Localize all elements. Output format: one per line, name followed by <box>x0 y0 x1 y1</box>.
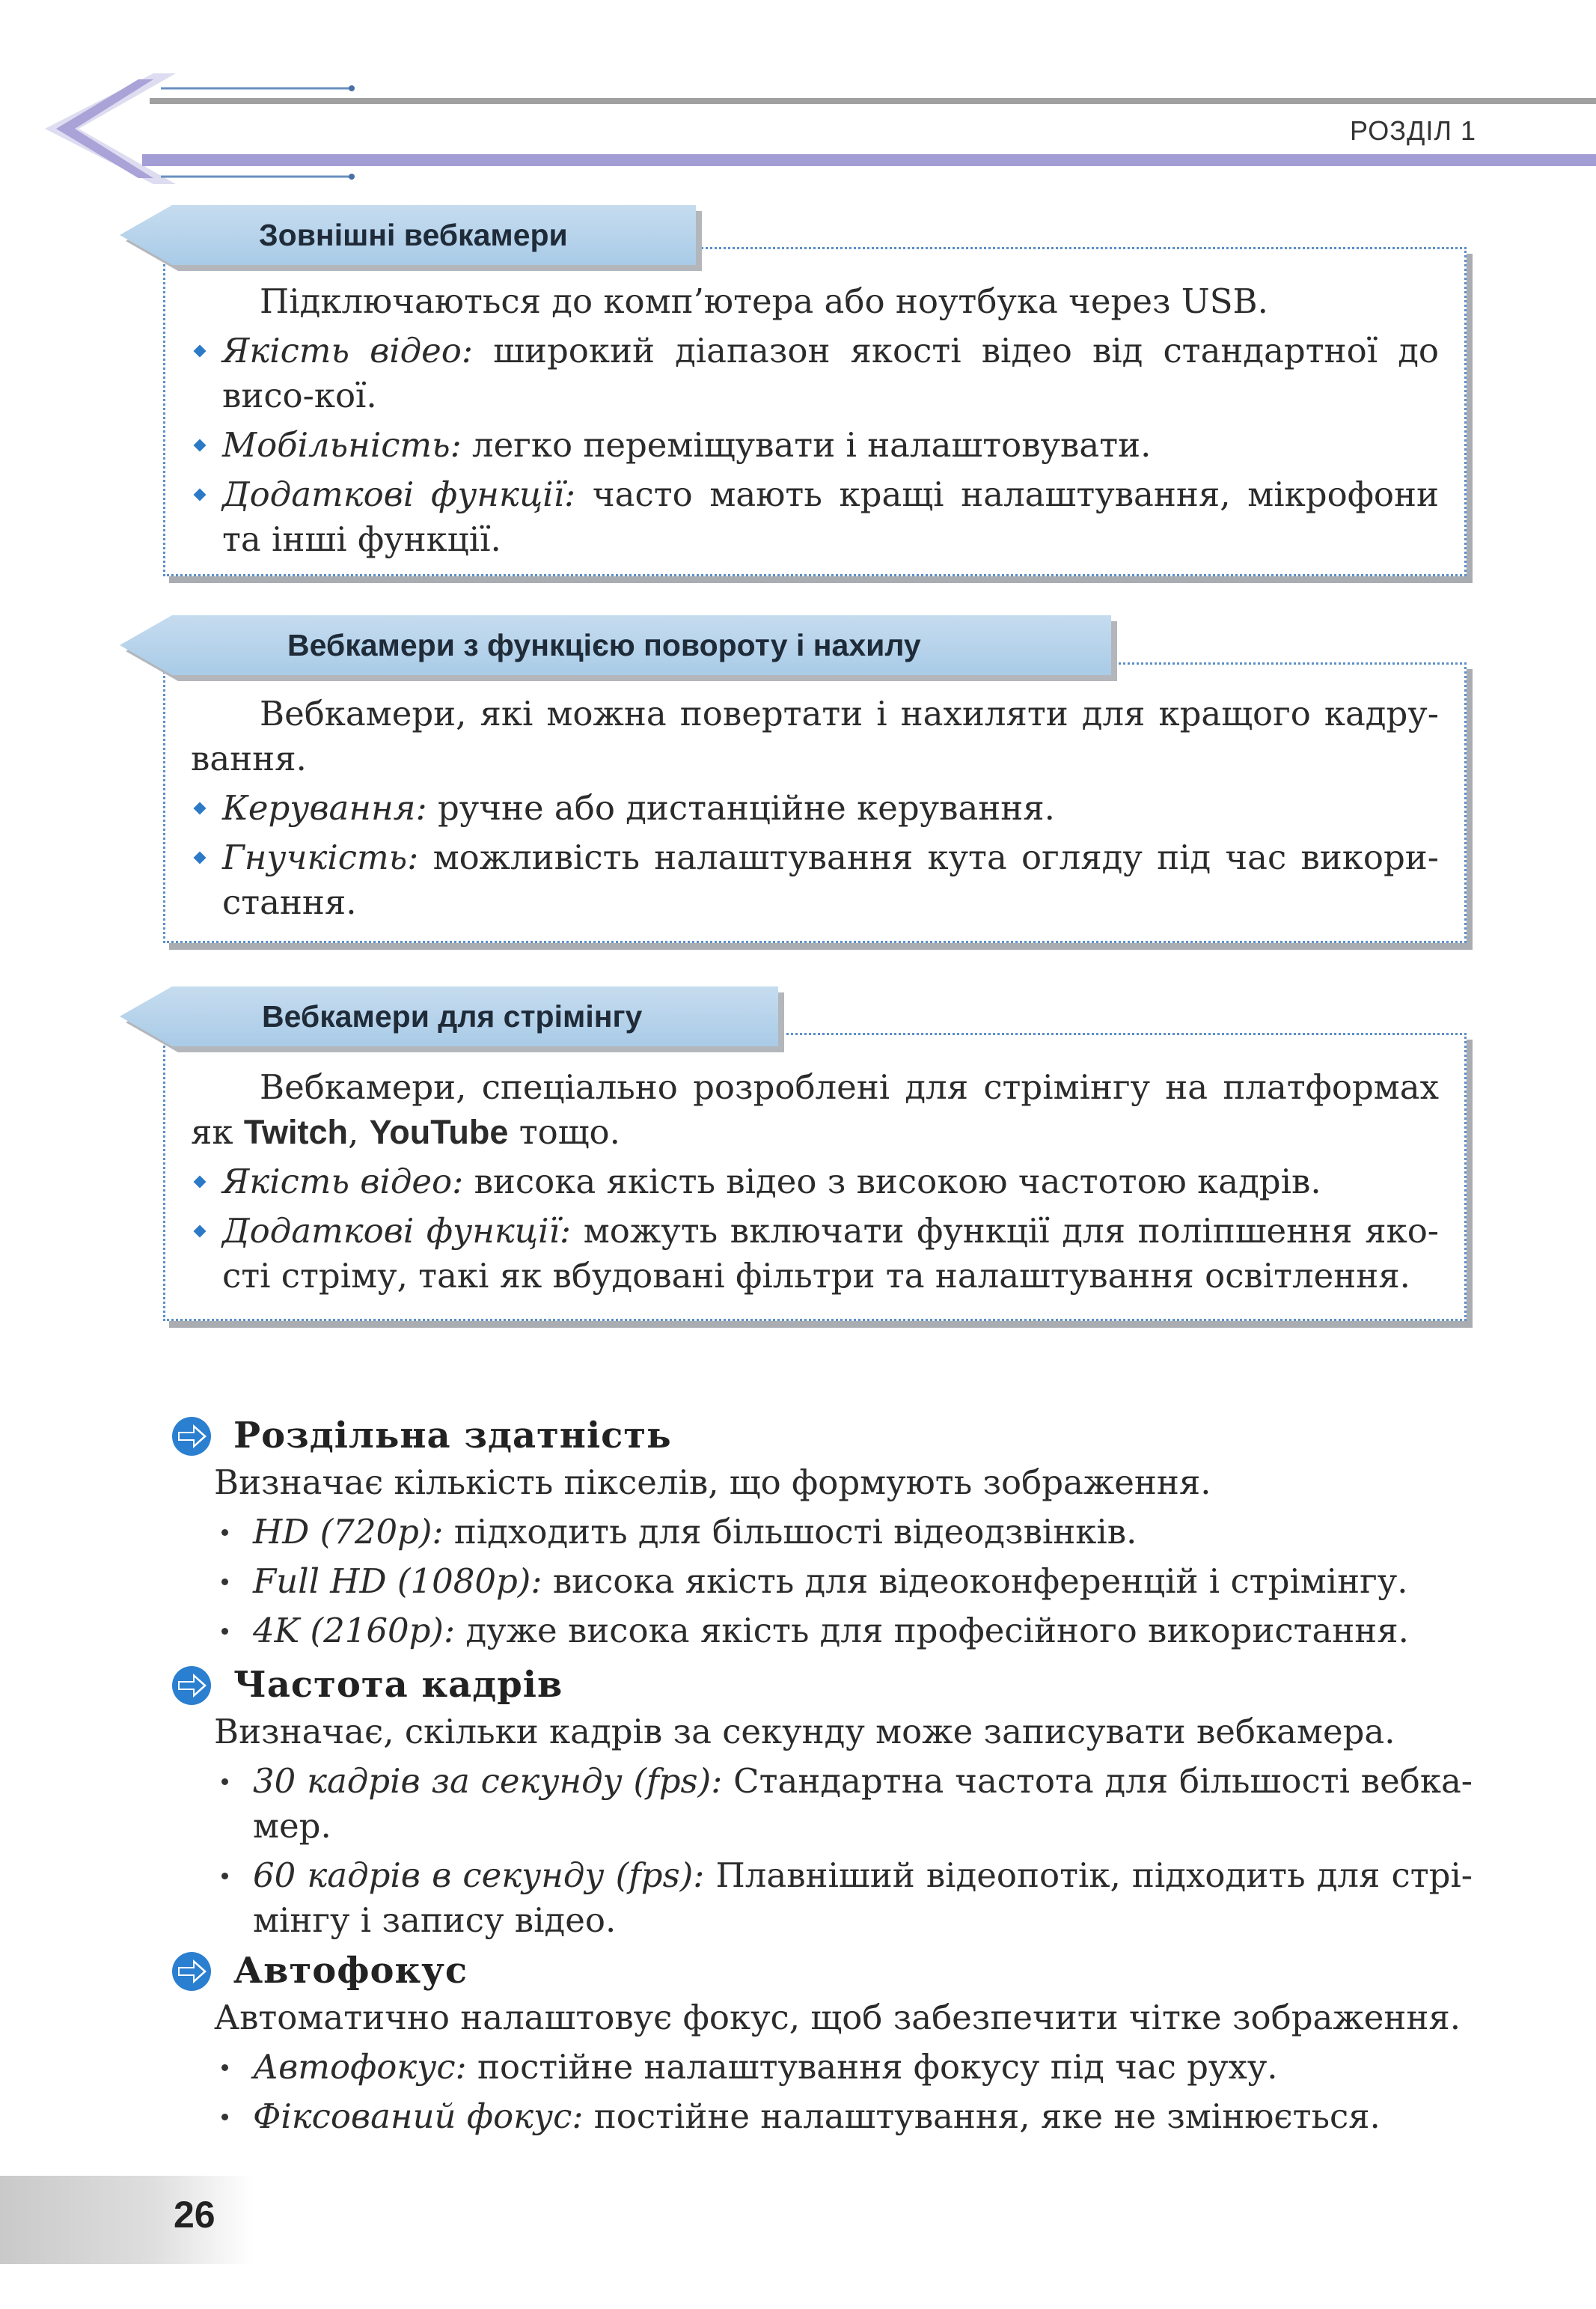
item-term: 30 кадрів за секунду (fps): <box>253 1761 723 1801</box>
list-item <box>191 835 1439 925</box>
diamond-bullet-icon <box>194 345 207 358</box>
topic-title: Роздільна здатність <box>233 1415 672 1457</box>
brand-youtube: YouTube <box>369 1113 509 1151</box>
bullet-dot-icon <box>221 2114 228 2120</box>
list-item <box>214 1759 1473 1849</box>
box-title: Зовнішні вебкамери <box>259 217 568 252</box>
item-text: широкий діапазон якості відео від стандартної до висо-кої. <box>222 331 1439 415</box>
list-item <box>214 2094 1473 2139</box>
list-item <box>214 1853 1473 1943</box>
page-header <box>0 0 1596 195</box>
item-term: Фіксований фокус: <box>253 2096 584 2136</box>
item-term: HD (720p): <box>253 1512 444 1552</box>
header-decoration <box>0 0 1596 195</box>
box-lead: Вебкамери, які можна повертати і нахиляти для кращого кадру-вання. <box>191 694 1439 778</box>
box-list <box>191 329 1439 562</box>
arrow-right-icon <box>171 1665 213 1706</box>
list-item <box>214 1608 1473 1653</box>
box-title: Вебкамери з функцією повороту і нахилу <box>287 627 921 662</box>
item-term: 4K (2160p): <box>253 1611 456 1650</box>
list-item <box>191 472 1439 562</box>
item-text: висока якість відео з високою частотою кадрів. <box>463 1162 1321 1201</box>
section-label: РОЗДІЛ 1 <box>1350 115 1476 146</box>
topic-list <box>171 1510 1473 1653</box>
item-term: Додаткові функції: <box>222 475 576 514</box>
item-text: Стандартна частота для більшості вебка-мер. <box>253 1761 1473 1846</box>
topic-frame-rate <box>171 1660 1473 1943</box>
box-title-tab <box>120 615 1111 675</box>
item-text: ручне або дистанційне керування. <box>426 788 1055 828</box>
item-text: підходить для більшості відеодзвінків. <box>443 1512 1137 1552</box>
bullet-dot-icon <box>221 1873 228 1879</box>
item-term: Автофокус: <box>253 2047 467 2087</box>
topic-autofocus <box>171 1946 1473 2139</box>
topic-list <box>171 2045 1473 2139</box>
brand-twitch: Twitch <box>243 1113 348 1151</box>
box-list <box>191 1159 1439 1299</box>
page-number: 26 <box>174 2194 215 2236</box>
info-box-streaming <box>163 1033 1467 1321</box>
list-item <box>191 423 1439 468</box>
list-item <box>214 1510 1473 1555</box>
item-term: 60 кадрів в секунду (fps): <box>253 1855 705 1895</box>
lead-text: Вебкамери, спеціально розроблені для стрімінгу на платформах як <box>191 1067 1439 1152</box>
list-item <box>191 329 1439 418</box>
item-term: Керування: <box>222 788 427 828</box>
box-lead: Підключаються до комп’ютера або ноутбука через USB. <box>260 281 1268 321</box>
topic-header <box>171 1411 1473 1460</box>
info-box-pan-tilt <box>163 662 1467 943</box>
topic-description: Визначає кількість пікселів, що формують зображення. <box>214 1462 1211 1502</box>
arrow-right-icon <box>171 1950 213 1992</box>
bullet-dot-icon <box>221 1628 228 1635</box>
topic-title: Автофокус <box>233 1950 468 1992</box>
item-text: висока якість для відеоконференцій і стрімінгу. <box>542 1561 1408 1601</box>
box-title-tab <box>120 986 778 1046</box>
box-lead <box>191 1065 1439 1155</box>
item-text: постійне налаштування фокусу під час руху. <box>466 2047 1278 2087</box>
topic-resolution <box>171 1411 1473 1653</box>
topic-header <box>171 1660 1473 1709</box>
list-item <box>191 1159 1439 1204</box>
list-item <box>191 786 1439 831</box>
bullet-dot-icon <box>221 1778 228 1785</box>
box-title: Вебкамери для стрімінгу <box>262 998 643 1034</box>
diamond-bullet-icon <box>194 1176 207 1189</box>
diamond-bullet-icon <box>194 1225 207 1238</box>
item-term: Full HD (1080p): <box>253 1561 542 1601</box>
topic-description: Визначає, скільки кадрів за секунду може записувати вебкамера. <box>214 1712 1395 1751</box>
bullet-dot-icon <box>221 1579 228 1585</box>
item-text: можуть включати функції для поліпшення яко-сті стріму, такі як вбудовані фільтри та налаштування освітлення. <box>222 1211 1440 1296</box>
topic-title: Частота кадрів <box>233 1664 563 1706</box>
list-item <box>214 2045 1473 2090</box>
diamond-bullet-icon <box>194 852 207 864</box>
page-number-bar <box>0 2176 254 2264</box>
box-list <box>191 786 1439 925</box>
topic-list <box>171 1759 1473 1943</box>
info-box-external <box>163 247 1467 576</box>
lead-separator: , <box>347 1112 370 1152</box>
item-term: Мобільність: <box>222 425 462 465</box>
diamond-bullet-icon <box>194 802 207 815</box>
item-text: можливість налаштування кута огляду під час викори-стання. <box>222 838 1439 922</box>
list-item <box>214 1559 1473 1604</box>
item-text: постійне налаштування, яке не змінюється. <box>583 2096 1381 2136</box>
list-item <box>191 1209 1439 1299</box>
item-text: легко переміщувати і налаштовувати. <box>461 425 1152 465</box>
box-title-tab <box>120 205 696 265</box>
topic-description: Автоматично налаштовує фокус, щоб забезпечити чітке зображення. <box>214 1998 1461 2037</box>
arrow-right-icon <box>171 1415 213 1457</box>
bullet-dot-icon <box>221 1529 228 1536</box>
bullet-dot-icon <box>221 2064 228 2071</box>
diamond-bullet-icon <box>194 489 207 501</box>
item-term: Гнучкість: <box>222 838 419 877</box>
item-term: Додаткові функції: <box>222 1211 572 1251</box>
item-term: Якість відео: <box>222 331 474 370</box>
item-term: Якість відео: <box>222 1162 464 1201</box>
lead-text-end: тощо. <box>508 1112 620 1152</box>
item-text: часто мають кращі налаштування, мікрофони та інші функції. <box>222 475 1440 559</box>
topic-header <box>171 1946 1473 1995</box>
item-text: Плавніший відеопотік, підходить для стрі-мінгу і запису відео. <box>253 1855 1473 1940</box>
item-text: дуже висока якість для професійного використання. <box>455 1611 1409 1650</box>
diamond-bullet-icon <box>194 439 207 452</box>
